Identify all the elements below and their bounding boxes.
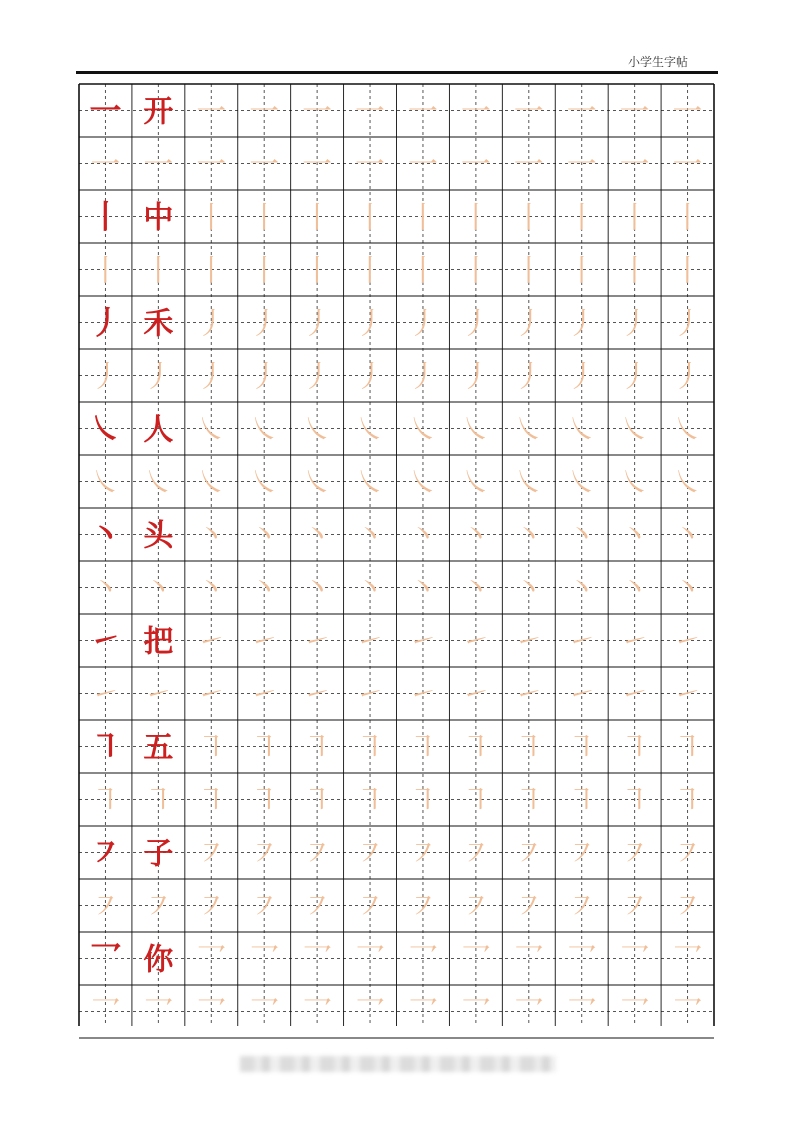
trace-stroke: 乛: [460, 995, 491, 1031]
model-stroke: ㇏: [89, 409, 122, 448]
trace-stroke: 一: [90, 147, 121, 183]
model-stroke: 丶: [89, 515, 122, 554]
trace-stroke: ㇏: [90, 465, 121, 501]
trace-stroke: ㇀: [302, 624, 333, 660]
trace-stroke: ㇀: [355, 677, 386, 713]
trace-stroke: 一: [249, 94, 280, 130]
trace-stroke: ㇀: [355, 624, 386, 660]
trace-stroke: 丿: [407, 359, 438, 395]
trace-stroke: 一: [355, 147, 386, 183]
model-stroke: 丨: [89, 197, 122, 236]
trace-stroke: 丿: [249, 306, 280, 342]
trace-stroke: 丨: [619, 253, 650, 289]
model-stroke: ㇕: [89, 727, 122, 766]
trace-stroke: ㇏: [407, 465, 438, 501]
trace-stroke: 一: [302, 147, 333, 183]
trace-stroke: 丶: [619, 518, 650, 554]
trace-stroke: ㇇: [513, 836, 544, 872]
trace-stroke: 一: [513, 94, 544, 130]
trace-stroke: ㇀: [672, 677, 703, 713]
trace-stroke: ㇀: [143, 677, 174, 713]
trace-stroke: ㇏: [249, 465, 280, 501]
trace-stroke: 一: [407, 147, 438, 183]
trace-stroke: 丿: [672, 306, 703, 342]
trace-stroke: ㇕: [302, 730, 333, 766]
trace-stroke: ㇕: [90, 783, 121, 819]
trace-stroke: ㇏: [513, 412, 544, 448]
trace-stroke: 一: [196, 147, 227, 183]
trace-stroke: ㇏: [196, 465, 227, 501]
trace-stroke: 丨: [513, 253, 544, 289]
trace-stroke: ㇕: [566, 730, 597, 766]
model-character: 把: [143, 624, 174, 660]
trace-stroke: ㇏: [355, 412, 386, 448]
trace-stroke: ㇕: [619, 730, 650, 766]
trace-stroke: ㇕: [143, 783, 174, 819]
trace-stroke: 乛: [249, 995, 280, 1031]
trace-stroke: 丶: [355, 571, 386, 607]
trace-stroke: 丶: [619, 571, 650, 607]
trace-stroke: ㇇: [619, 889, 650, 925]
trace-stroke: ㇕: [196, 730, 227, 766]
trace-stroke: ㇇: [355, 889, 386, 925]
trace-stroke: 丨: [249, 253, 280, 289]
trace-stroke: ㇏: [566, 412, 597, 448]
trace-stroke: 丨: [90, 253, 121, 289]
trace-stroke: 丿: [302, 306, 333, 342]
model-character: 禾: [143, 306, 174, 342]
trace-stroke: 丿: [90, 359, 121, 395]
trace-stroke: 丿: [355, 359, 386, 395]
trace-stroke: ㇏: [672, 412, 703, 448]
trace-stroke: ㇕: [672, 783, 703, 819]
trace-stroke: ㇇: [302, 889, 333, 925]
trace-stroke: ㇏: [249, 412, 280, 448]
trace-stroke: 乛: [196, 995, 227, 1031]
trace-stroke: 乛: [249, 942, 280, 978]
trace-stroke: 乛: [672, 995, 703, 1031]
trace-stroke: 丶: [566, 571, 597, 607]
trace-stroke: 丿: [196, 306, 227, 342]
trace-stroke: 丨: [407, 200, 438, 236]
trace-stroke: 丨: [566, 200, 597, 236]
trace-stroke: 丿: [672, 359, 703, 395]
trace-stroke: 乛: [566, 995, 597, 1031]
model-character: 人: [143, 412, 174, 448]
trace-stroke: 丨: [513, 200, 544, 236]
trace-stroke: 丨: [196, 200, 227, 236]
trace-stroke: 丿: [407, 306, 438, 342]
model-stroke: 乛: [89, 939, 122, 978]
trace-stroke: ㇀: [249, 624, 280, 660]
trace-stroke: ㇇: [566, 889, 597, 925]
trace-stroke: ㇀: [302, 677, 333, 713]
trace-stroke: 一: [249, 147, 280, 183]
trace-stroke: 丿: [355, 306, 386, 342]
trace-stroke: 丶: [672, 518, 703, 554]
trace-stroke: 丨: [407, 253, 438, 289]
trace-stroke: ㇇: [672, 836, 703, 872]
trace-stroke: ㇕: [460, 783, 491, 819]
trace-stroke: 丶: [196, 571, 227, 607]
trace-stroke: ㇀: [196, 624, 227, 660]
trace-stroke: ㇕: [196, 783, 227, 819]
trace-stroke: 丶: [513, 518, 544, 554]
trace-stroke: ㇀: [460, 624, 491, 660]
trace-stroke: ㇕: [407, 730, 438, 766]
trace-stroke: 乛: [672, 942, 703, 978]
footer-blurred-text: [240, 1056, 556, 1072]
model-character: 五: [143, 730, 174, 766]
trace-stroke: 乛: [619, 942, 650, 978]
trace-stroke: ㇇: [355, 836, 386, 872]
trace-stroke: ㇕: [460, 730, 491, 766]
trace-stroke: ㇀: [90, 677, 121, 713]
trace-stroke: ㇏: [672, 465, 703, 501]
page-header-title: 小学生字帖: [627, 55, 688, 69]
trace-stroke: ㇕: [566, 783, 597, 819]
trace-stroke: ㇇: [407, 889, 438, 925]
trace-stroke: 丶: [566, 518, 597, 554]
trace-stroke: 丶: [407, 571, 438, 607]
trace-stroke: 乛: [566, 942, 597, 978]
trace-stroke: ㇕: [355, 730, 386, 766]
trace-stroke: ㇇: [196, 836, 227, 872]
model-character: 你: [143, 942, 174, 978]
trace-stroke: 丶: [460, 571, 491, 607]
trace-stroke: ㇏: [143, 465, 174, 501]
trace-stroke: 丿: [460, 306, 491, 342]
trace-stroke: ㇇: [196, 889, 227, 925]
trace-stroke: 丨: [355, 200, 386, 236]
trace-stroke: 一: [566, 94, 597, 130]
trace-stroke: 丨: [566, 253, 597, 289]
trace-stroke: ㇏: [566, 465, 597, 501]
trace-stroke: 丶: [196, 518, 227, 554]
trace-stroke: 丶: [672, 571, 703, 607]
trace-stroke: 乛: [90, 995, 121, 1031]
trace-stroke: ㇀: [196, 677, 227, 713]
trace-stroke: 乛: [460, 942, 491, 978]
trace-stroke: ㇀: [460, 677, 491, 713]
trace-stroke: 一: [566, 147, 597, 183]
trace-stroke: 乛: [302, 942, 333, 978]
trace-stroke: 丶: [249, 518, 280, 554]
trace-stroke: ㇇: [407, 836, 438, 872]
trace-stroke: 丨: [355, 253, 386, 289]
model-stroke: 一: [89, 91, 122, 130]
trace-stroke: 一: [513, 147, 544, 183]
trace-stroke: 丿: [460, 359, 491, 395]
trace-stroke: 丿: [619, 359, 650, 395]
trace-stroke: ㇏: [302, 465, 333, 501]
trace-stroke: ㇕: [355, 783, 386, 819]
trace-stroke: 乛: [302, 995, 333, 1031]
trace-stroke: ㇇: [249, 889, 280, 925]
trace-stroke: ㇀: [672, 624, 703, 660]
trace-stroke: ㇀: [513, 624, 544, 660]
trace-stroke: ㇕: [672, 730, 703, 766]
trace-stroke: 丨: [302, 253, 333, 289]
trace-stroke: ㇀: [407, 677, 438, 713]
trace-stroke: ㇕: [407, 783, 438, 819]
trace-stroke: ㇀: [619, 677, 650, 713]
trace-stroke: 丿: [513, 306, 544, 342]
trace-stroke: 丶: [513, 571, 544, 607]
model-stroke: ㇀: [89, 621, 122, 660]
trace-stroke: 丨: [460, 253, 491, 289]
trace-stroke: 丶: [407, 518, 438, 554]
trace-stroke: 丨: [302, 200, 333, 236]
trace-stroke: ㇇: [249, 836, 280, 872]
trace-stroke: 乛: [355, 995, 386, 1031]
trace-stroke: 丿: [249, 359, 280, 395]
trace-stroke: ㇇: [302, 836, 333, 872]
trace-stroke: ㇇: [619, 836, 650, 872]
trace-stroke: 丨: [672, 200, 703, 236]
trace-stroke: ㇕: [249, 783, 280, 819]
trace-stroke: ㇇: [513, 889, 544, 925]
trace-stroke: 一: [672, 147, 703, 183]
trace-stroke: 丨: [196, 253, 227, 289]
trace-stroke: 乛: [407, 995, 438, 1031]
trace-stroke: ㇀: [619, 624, 650, 660]
trace-stroke: 丿: [619, 306, 650, 342]
trace-stroke: ㇇: [672, 889, 703, 925]
trace-stroke: ㇀: [249, 677, 280, 713]
trace-stroke: ㇕: [249, 730, 280, 766]
trace-stroke: 丶: [249, 571, 280, 607]
trace-stroke: ㇏: [513, 465, 544, 501]
model-stroke: 丿: [89, 303, 122, 342]
trace-stroke: 丶: [460, 518, 491, 554]
trace-stroke: 丶: [90, 571, 121, 607]
trace-stroke: 丨: [249, 200, 280, 236]
trace-stroke: ㇏: [196, 412, 227, 448]
trace-stroke: ㇇: [566, 836, 597, 872]
trace-stroke: ㇀: [566, 624, 597, 660]
trace-stroke: ㇕: [619, 783, 650, 819]
trace-stroke: ㇏: [619, 465, 650, 501]
trace-stroke: ㇏: [355, 465, 386, 501]
trace-stroke: 一: [302, 94, 333, 130]
trace-stroke: 乛: [196, 942, 227, 978]
trace-stroke: ㇀: [407, 624, 438, 660]
trace-stroke: 丿: [513, 359, 544, 395]
trace-stroke: 丨: [460, 200, 491, 236]
trace-stroke: ㇀: [513, 677, 544, 713]
model-character: 中: [143, 200, 174, 236]
trace-stroke: ㇏: [460, 465, 491, 501]
trace-stroke: ㇕: [302, 783, 333, 819]
trace-stroke: ㇇: [460, 889, 491, 925]
trace-stroke: ㇏: [302, 412, 333, 448]
trace-stroke: ㇕: [513, 730, 544, 766]
trace-stroke: ㇏: [619, 412, 650, 448]
trace-stroke: ㇇: [90, 889, 121, 925]
trace-stroke: 一: [196, 94, 227, 130]
trace-stroke: 丶: [302, 518, 333, 554]
trace-stroke: 乛: [355, 942, 386, 978]
trace-stroke: 乛: [619, 995, 650, 1031]
trace-stroke: ㇕: [513, 783, 544, 819]
model-character: 开: [143, 94, 174, 130]
trace-stroke: 丿: [566, 306, 597, 342]
trace-stroke: 一: [619, 147, 650, 183]
trace-stroke: ㇇: [460, 836, 491, 872]
model-character: 子: [143, 836, 174, 872]
trace-stroke: 丶: [143, 571, 174, 607]
trace-stroke: 乛: [407, 942, 438, 978]
trace-stroke: 一: [460, 94, 491, 130]
trace-stroke: 乛: [513, 942, 544, 978]
trace-stroke: 丶: [302, 571, 333, 607]
trace-stroke: ㇀: [566, 677, 597, 713]
trace-stroke: 丨: [143, 253, 174, 289]
trace-stroke: 乛: [513, 995, 544, 1031]
trace-stroke: 丿: [302, 359, 333, 395]
trace-stroke: ㇏: [407, 412, 438, 448]
trace-stroke: 一: [355, 94, 386, 130]
trace-stroke: 丶: [355, 518, 386, 554]
trace-stroke: 丨: [619, 200, 650, 236]
trace-stroke: 一: [460, 147, 491, 183]
trace-stroke: 乛: [143, 995, 174, 1031]
trace-stroke: 丨: [672, 253, 703, 289]
trace-stroke: 丿: [566, 359, 597, 395]
trace-stroke: ㇇: [143, 889, 174, 925]
trace-stroke: 一: [407, 94, 438, 130]
model-character: 头: [143, 518, 174, 554]
trace-stroke: 一: [619, 94, 650, 130]
trace-stroke: 一: [143, 147, 174, 183]
trace-stroke: 一: [672, 94, 703, 130]
model-stroke: ㇇: [89, 833, 122, 872]
trace-stroke: 丿: [196, 359, 227, 395]
trace-stroke: ㇏: [460, 412, 491, 448]
trace-stroke: 丿: [143, 359, 174, 395]
